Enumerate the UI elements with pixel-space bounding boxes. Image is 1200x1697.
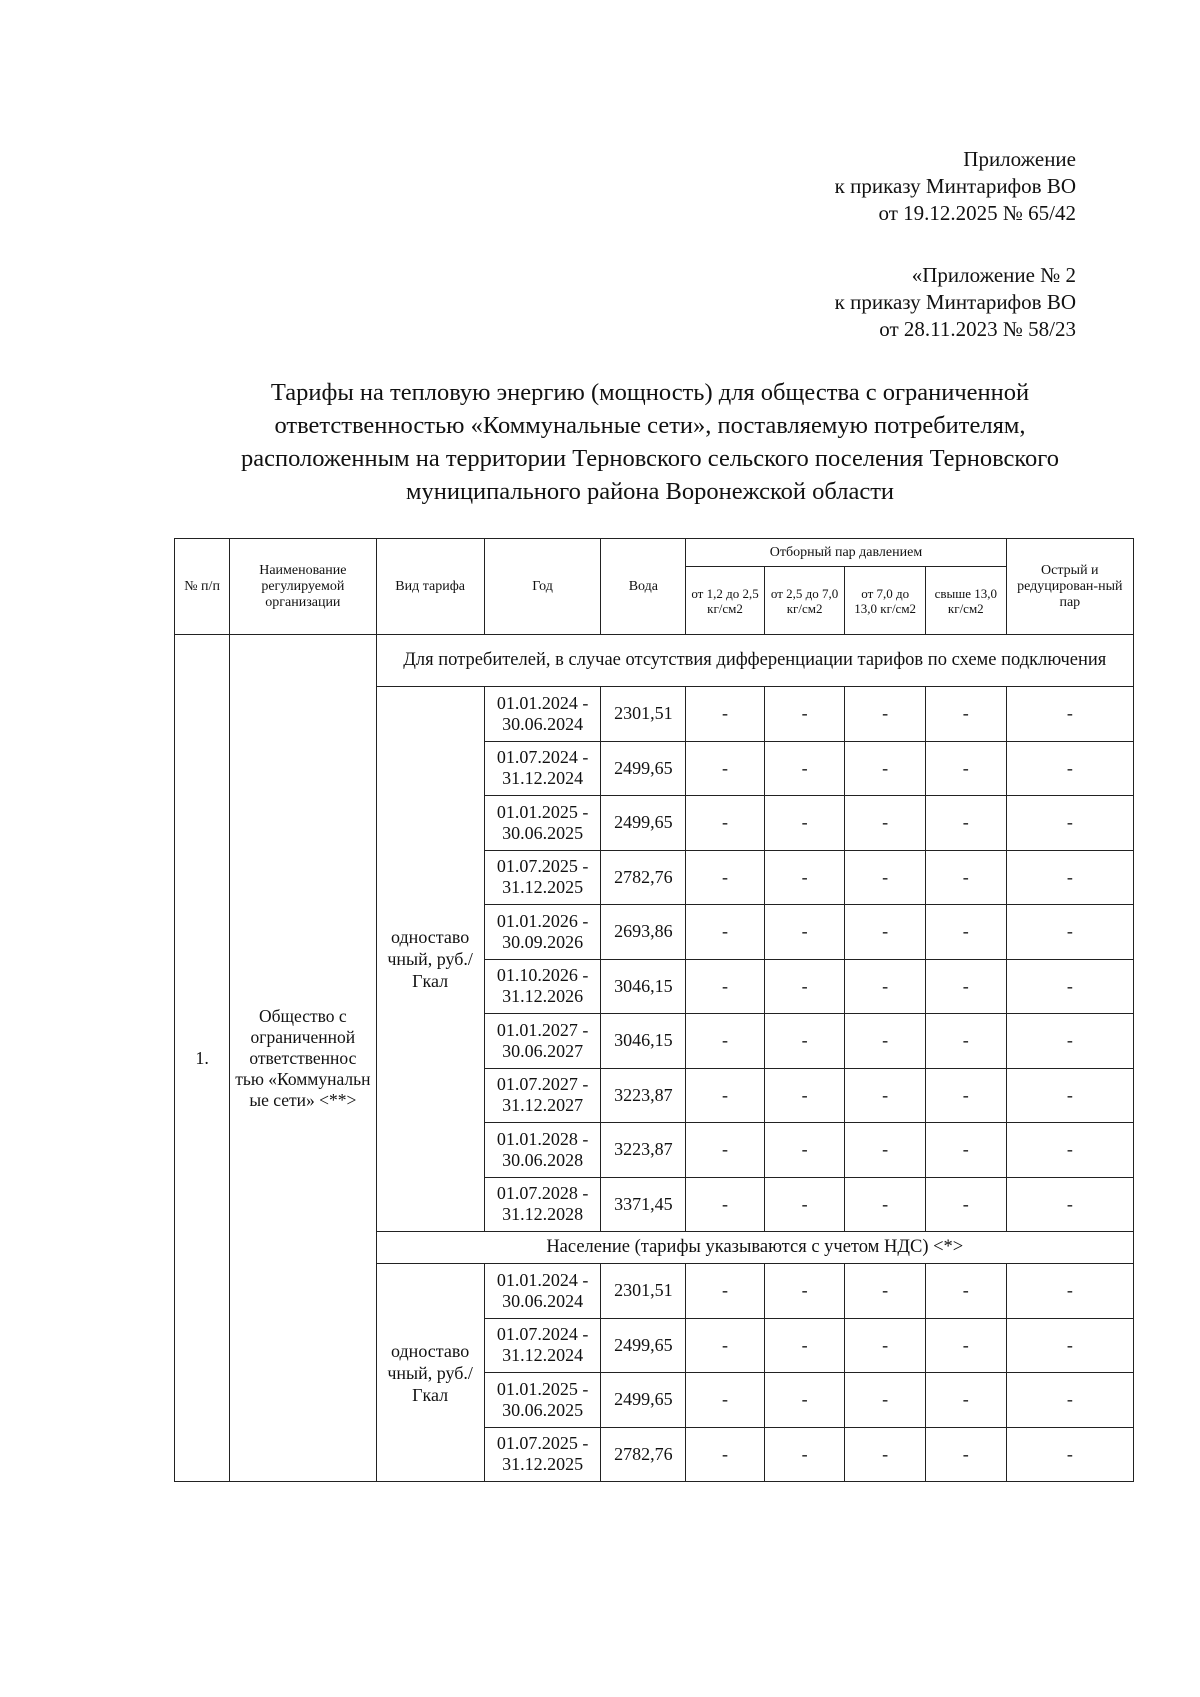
steam-tariff-cell: - [686,1068,764,1123]
water-tariff-cell: 2301,51 [601,687,686,742]
period-cell: 01.07.2025 - 31.12.2025 [484,850,601,905]
water-tariff-cell: 3371,45 [601,1177,686,1232]
table-header-row [175,539,1134,567]
appendix-header-line: к приказу Минтарифов ВО [834,290,1076,314]
steam-tariff-cell: - [845,1427,926,1482]
steam-tariff-cell: - [925,741,1006,796]
row-number: 1. [175,635,230,1482]
steam-tariff-cell: - [925,850,1006,905]
water-tariff-cell: 3046,15 [601,959,686,1014]
period-cell: 01.07.2024 - 31.12.2024 [484,741,601,796]
steam-tariff-cell: - [764,1068,845,1123]
steam-tariff-cell: - [925,687,1006,742]
header-water: Вода [601,539,686,635]
title-line: Тарифы на тепловую энергию (мощность) для общества с ограниченной [270,379,1030,406]
steam-tariff-cell: - [1006,850,1133,905]
title-line: муниципального района Воронежской области [405,478,895,505]
steam-tariff-cell: - [845,1068,926,1123]
steam-tariff-cell: - [764,905,845,960]
steam-tariff-cell: - [764,1123,845,1178]
water-tariff-cell: 2499,65 [601,796,686,851]
steam-tariff-cell: - [686,1427,764,1482]
steam-tariff-cell: - [845,1373,926,1428]
steam-tariff-cell: - [925,1373,1006,1428]
section-title: Для потребителей, в случае отсутствия дифференциации тарифов по схеме подключения [376,635,1133,687]
appendix-header-line: от 28.11.2023 № 58/23 [879,317,1076,341]
appendix-header-line: к приказу Минтарифов ВО [834,174,1076,198]
steam-tariff-cell: - [764,687,845,742]
steam-tariff-cell: - [686,687,764,742]
header-num: № п/п [175,539,230,635]
header-org: Наименование регулируемой организации [230,539,376,635]
steam-tariff-cell: - [845,1318,926,1373]
tariff-kind: одноставо чный, руб./Гкал [376,687,484,1232]
water-tariff-cell: 2499,65 [601,1373,686,1428]
header-pressure-2: от 2,5 до 7,0 кг/см2 [764,567,845,635]
steam-tariff-cell: - [1006,1014,1133,1069]
steam-tariff-cell: - [686,1373,764,1428]
steam-tariff-cell: - [764,1177,845,1232]
appendix-header-line: от 19.12.2025 № 65/42 [878,201,1076,225]
steam-tariff-cell: - [764,741,845,796]
steam-tariff-cell: - [925,1177,1006,1232]
steam-tariff-cell: - [1006,1427,1133,1482]
steam-tariff-cell: - [764,1427,845,1482]
steam-tariff-cell: - [925,959,1006,1014]
appendix-reference-header [835,262,1076,343]
steam-tariff-cell: - [845,687,926,742]
period-cell: 01.01.2028 - 30.06.2028 [484,1123,601,1178]
header-steam-group: Отборный пар давлением [686,539,1006,567]
steam-tariff-cell: - [1006,1068,1133,1123]
water-tariff-cell: 2499,65 [601,741,686,796]
period-cell: 01.01.2027 - 30.06.2027 [484,1014,601,1069]
period-cell: 01.07.2024 - 31.12.2024 [484,1318,601,1373]
header-pressure-4: свыше 13,0 кг/см2 [925,567,1006,635]
steam-tariff-cell: - [686,796,764,851]
steam-tariff-cell: - [686,1264,764,1319]
appendix-header-line: Приложение [963,147,1076,171]
water-tariff-cell: 3046,15 [601,1014,686,1069]
steam-tariff-cell: - [845,1123,926,1178]
steam-tariff-cell: - [1006,1264,1133,1319]
steam-tariff-cell: - [1006,687,1133,742]
header-sharp-steam: Острый и редуцирован-ный пар [1006,539,1133,635]
steam-tariff-cell: - [764,959,845,1014]
steam-tariff-cell: - [845,905,926,960]
steam-tariff-cell: - [925,1318,1006,1373]
period-cell: 01.01.2025 - 30.06.2025 [484,1373,601,1428]
steam-tariff-cell: - [925,905,1006,960]
steam-tariff-cell: - [1006,1123,1133,1178]
steam-tariff-cell: - [686,1014,764,1069]
water-tariff-cell: 2782,76 [601,850,686,905]
steam-tariff-cell: - [686,741,764,796]
appendix-header [835,146,1076,227]
steam-tariff-cell: - [686,1318,764,1373]
title-line: ответственностью «Коммунальные сети», поставляемую потребителям, [274,412,1026,439]
tariff-kind: одноставо чный, руб./Гкал [376,1264,484,1482]
steam-tariff-cell: - [925,1427,1006,1482]
steam-tariff-cell: - [1006,1318,1133,1373]
steam-tariff-cell: - [1006,905,1133,960]
water-tariff-cell: 3223,87 [601,1068,686,1123]
steam-tariff-cell: - [845,796,926,851]
section-row [175,635,1134,687]
steam-tariff-cell: - [1006,959,1133,1014]
water-tariff-cell: 2499,65 [601,1318,686,1373]
steam-tariff-cell: - [1006,1177,1133,1232]
header-year: Год [484,539,601,635]
period-cell: 01.07.2028 - 31.12.2028 [484,1177,601,1232]
steam-tariff-cell: - [925,796,1006,851]
steam-tariff-cell: - [925,1014,1006,1069]
steam-tariff-cell: - [1006,796,1133,851]
steam-tariff-cell: - [686,1123,764,1178]
period-cell: 01.07.2025 - 31.12.2025 [484,1427,601,1482]
section-title: Население (тарифы указываются с учетом НДС) <*> [376,1232,1133,1264]
steam-tariff-cell: - [764,796,845,851]
period-cell: 01.01.2026 - 30.09.2026 [484,905,601,960]
water-tariff-cell: 2693,86 [601,905,686,960]
water-tariff-cell: 3223,87 [601,1123,686,1178]
steam-tariff-cell: - [845,1177,926,1232]
steam-tariff-cell: - [764,850,845,905]
steam-tariff-cell: - [845,741,926,796]
steam-tariff-cell: - [686,1177,764,1232]
steam-tariff-cell: - [764,1373,845,1428]
steam-tariff-cell: - [686,850,764,905]
steam-tariff-cell: - [925,1068,1006,1123]
steam-tariff-cell: - [845,1014,926,1069]
steam-tariff-cell: - [1006,741,1133,796]
period-cell: 01.07.2027 - 31.12.2027 [484,1068,601,1123]
period-cell: 01.01.2024 - 30.06.2024 [484,687,601,742]
steam-tariff-cell: - [764,1264,845,1319]
steam-tariff-cell: - [1006,1373,1133,1428]
steam-tariff-cell: - [925,1264,1006,1319]
steam-tariff-cell: - [764,1014,845,1069]
steam-tariff-cell: - [845,850,926,905]
steam-tariff-cell: - [764,1318,845,1373]
header-kind: Вид тарифа [376,539,484,635]
period-cell: 01.10.2026 - 31.12.2026 [484,959,601,1014]
period-cell: 01.01.2025 - 30.06.2025 [484,796,601,851]
header-pressure-3: от 7,0 до 13,0 кг/см2 [845,567,926,635]
header-pressure-1: от 1,2 до 2,5 кг/см2 [686,567,764,635]
steam-tariff-cell: - [686,959,764,1014]
title-line: расположенным на территории Терновского сельского поселения Терновского [241,445,1059,472]
organization-name: Общество с ограниченной ответственнос тью «Коммунальн ые сети» <**> [230,635,376,1482]
steam-tariff-cell: - [845,1264,926,1319]
steam-tariff-cell: - [845,959,926,1014]
water-tariff-cell: 2301,51 [601,1264,686,1319]
appendix-header-line: «Приложение № 2 [911,263,1076,287]
document-title [170,376,1130,508]
water-tariff-cell: 2782,76 [601,1427,686,1482]
steam-tariff-cell: - [925,1123,1006,1178]
period-cell: 01.01.2024 - 30.06.2024 [484,1264,601,1319]
tariff-table [174,538,1134,1482]
steam-tariff-cell: - [686,905,764,960]
